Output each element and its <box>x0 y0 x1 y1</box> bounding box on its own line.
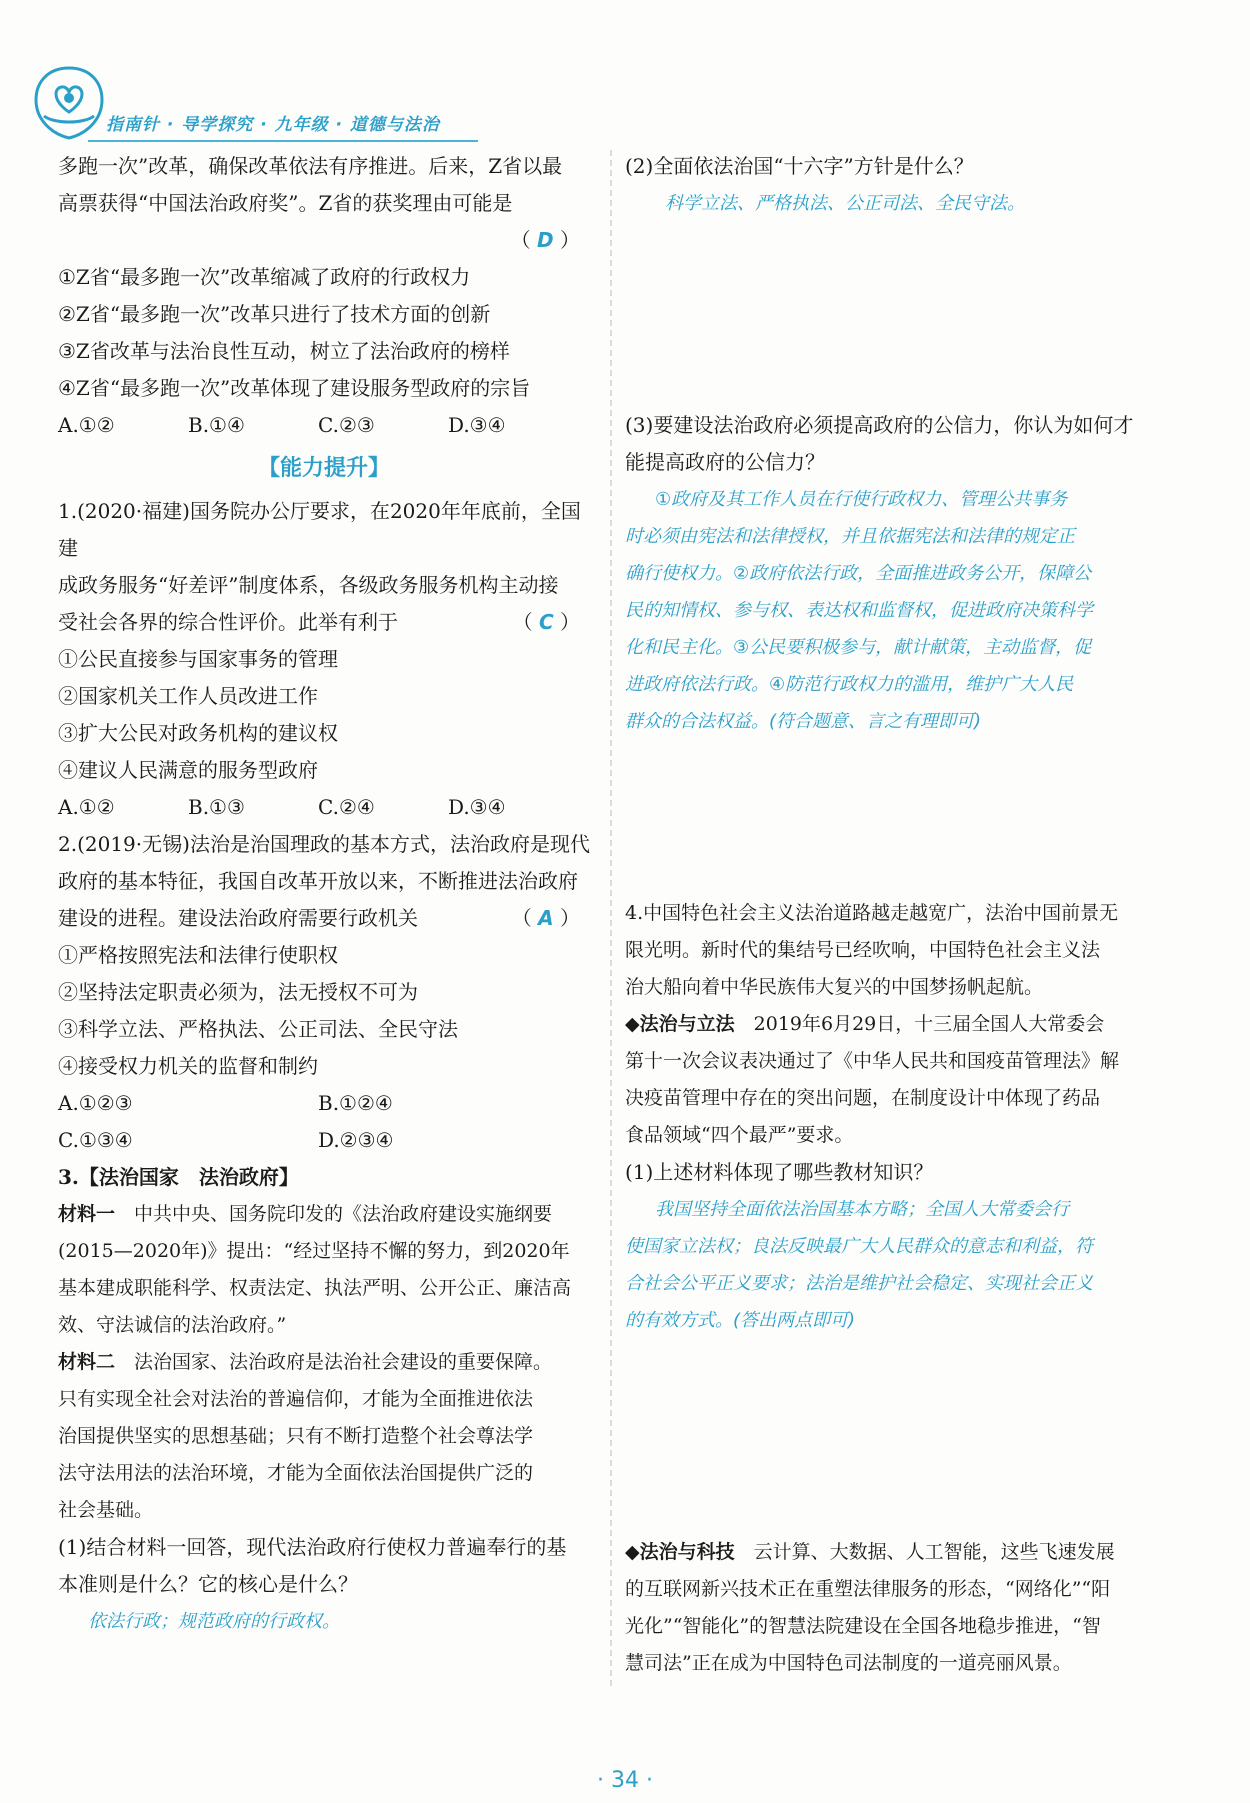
page-number: · 34 · <box>597 1768 653 1793</box>
tech-text: 云计算、大数据、人工智能，这些飞速发展 <box>753 1541 1115 1563</box>
answer-line: 民的知情权、参与权、表达权和监督权，促进政府决策科学 <box>625 600 1093 621</box>
choice-row <box>58 1122 590 1159</box>
answer-value: C <box>538 610 554 634</box>
intro-line: 高票获得“中国法治政府奖”。Z省的获奖理由可能是 <box>58 191 513 215</box>
tech-line: 慧司法”正在成为中国特色司法制度的一道亮丽风景。 <box>625 1652 1072 1674</box>
tech-line <box>625 1534 1145 1571</box>
choice-row <box>58 1085 590 1122</box>
question-3-1-line: 本准则是什么？它的核心是什么？ <box>58 1572 358 1596</box>
answer-line: 化和民主化。③公民要积极参与，献计献策，主动监督，促 <box>625 637 1092 658</box>
question-4-line: 限光明。新时代的集结号已经吹响，中国特色社会主义法 <box>625 939 1101 961</box>
law-line: 决疫苗管理中存在的突出问题，在制度设计中体现了药品 <box>625 1087 1101 1109</box>
choice-a: A.①②③ <box>58 1091 133 1115</box>
column-divider <box>610 150 612 1690</box>
question-3-3-line: (3)要建设法治政府必须提高政府的公信力，你认为如何才 <box>625 413 1134 437</box>
question-2-line: 2.(2019·无锡)法治是治国理政的基本方式，法治政府是现代 <box>58 832 590 856</box>
answer-line: 使国家立法权；良法反映最广大人民群众的意志和利益，符 <box>625 1236 1093 1257</box>
law-text: 2019年6月29日，十三届全国人大常委会 <box>753 1013 1105 1035</box>
option-line: ④接受权力机关的监督和制约 <box>58 1054 318 1078</box>
page-header <box>28 60 448 150</box>
material-2-line <box>58 1344 590 1381</box>
left-column <box>58 148 590 1640</box>
choice-a: A.①② <box>58 795 115 819</box>
material-1-line <box>58 1196 590 1233</box>
choice-d: D.③④ <box>448 795 506 819</box>
law-label: ◆法治与立法 <box>625 1013 735 1035</box>
answer-line: 确行使权力。②政府依法行政，全面推进政务公开，保障公 <box>625 563 1092 584</box>
choice-row <box>58 789 590 826</box>
answer-line: 我国坚持全面依法治国基本方略；全国人大常委会行 <box>655 1199 1069 1220</box>
option-line: ②坚持法定职责必须为，法无授权不可为 <box>58 980 418 1004</box>
answer-bracket: （ D ） <box>510 228 580 252</box>
law-line: 第十一次会议表决通过了《中华人民共和国疫苗管理法》解 <box>625 1050 1120 1072</box>
answer-bracket: （ A ） <box>511 906 580 930</box>
option-line: ④建议人民满意的服务型政府 <box>58 758 318 782</box>
answer-bracket: （ C ） <box>512 610 580 634</box>
choice-row <box>58 407 590 444</box>
blank-space <box>625 740 1145 895</box>
material-2-line: 法守法用法的法治环境，才能为全面依法治国提供广泛的 <box>58 1462 534 1484</box>
material-2-line: 只有实现全社会对法治的普遍信仰，才能为全面推进依法 <box>58 1388 534 1410</box>
law-line <box>625 1006 1145 1043</box>
choice-c: C.②③ <box>318 413 375 437</box>
option-line: ①公民直接参与国家事务的管理 <box>58 647 338 671</box>
tech-label: ◆法治与科技 <box>625 1541 735 1563</box>
option-line: ③科学立法、严格执法、公正司法、全民守法 <box>58 1017 458 1041</box>
question-4-line: 4.中国特色社会主义法治道路越走越宽广，法治中国前景无 <box>625 902 1119 924</box>
blank-space <box>625 1339 1145 1534</box>
material-2-line: 社会基础。 <box>58 1499 154 1521</box>
answer-value: D <box>537 228 554 252</box>
choice-a: A.①② <box>58 413 115 437</box>
tech-line: 的互联网新兴技术正在重塑法律服务的形态，“网络化”“阳 <box>625 1578 1111 1600</box>
question-3-1-line: (1)结合材料一回答，现代法治政府行使权力普遍奉行的基 <box>58 1535 567 1559</box>
answer-line: 群众的合法权益。(符合题意、言之有理即可) <box>625 711 982 732</box>
choice-b: B.①②④ <box>318 1091 393 1115</box>
material-1-text: 中共中央、国务院印发的《法治政府建设实施纲要 <box>134 1203 553 1225</box>
option-line: ③Z省改革与法治良性互动，树立了法治政府的榜样 <box>58 339 510 363</box>
answer-line: ①政府及其工作人员在行使行政权力、管理公共事务 <box>655 489 1068 510</box>
material-2-label: 材料二 <box>58 1351 116 1373</box>
answer-line: 进政府依法行政。④防范行政权力的滥用，维护广大人民 <box>625 674 1074 695</box>
question-2-line: 建设的进程。建设法治政府需要行政机关 <box>58 906 418 930</box>
choice-d: D.②③④ <box>318 1128 394 1152</box>
choice-c: C.①③④ <box>58 1128 133 1152</box>
material-2-line: 治国提供坚实的思想基础；只有不断打造整个社会尊法学 <box>58 1425 534 1447</box>
header-underline <box>88 140 478 142</box>
question-4-line: 治大船向着中华民族伟大复兴的中国梦扬帆起航。 <box>625 976 1044 998</box>
answer-line: 的有效方式。(答出两点即可) <box>625 1310 856 1331</box>
option-line: ④Z省“最多跑一次”改革体现了建设服务型政府的宗旨 <box>58 376 531 400</box>
question-3-3-line: 能提高政府的公信力？ <box>625 450 825 474</box>
option-line: ①Z省“最多跑一次”改革缩减了政府的行政权力 <box>58 265 471 289</box>
section-title: 【能力提升】 <box>257 456 390 481</box>
logo-icon <box>28 60 110 142</box>
choice-d: D.③④ <box>448 413 506 437</box>
choice-c: C.②④ <box>318 795 375 819</box>
question-1-line: 受社会各界的综合性评价。此举有利于 <box>58 610 398 634</box>
material-1-line: 基本建成职能科学、权责法定、执法严明、公开公正、廉洁高 <box>58 1277 572 1299</box>
law-line: 食品领域“四个最严”要求。 <box>625 1124 854 1146</box>
material-1-line: 效、守法诚信的法治政府。” <box>58 1314 287 1336</box>
material-1-line: (2015—2020年)》提出：“经过坚持不懈的努力，到2020年 <box>58 1240 570 1262</box>
choice-b: B.①④ <box>188 413 245 437</box>
right-column <box>625 148 1145 1682</box>
question-4-1: (1)上述材料体现了哪些教材知识？ <box>625 1160 934 1184</box>
intro-line: 多跑一次”改革，确保改革依法有序推进。后来，Z省以最 <box>58 154 563 178</box>
option-line: ②国家机关工作人员改进工作 <box>58 684 318 708</box>
question-2-line: 政府的基本特征，我国自改革开放以来，不断推进法治政府 <box>58 869 578 893</box>
answer-text: 依法行政；规范政府的行政权。 <box>88 1611 340 1632</box>
question-3-2: (2)全面依法治国“十六字”方针是什么？ <box>625 154 974 178</box>
choice-b: B.①③ <box>188 795 245 819</box>
blank-space <box>625 222 1145 407</box>
question-1-line: 成政务服务“好差评”制度体系，各级政务服务机构主动接 <box>58 573 559 597</box>
question-1-last <box>58 604 590 641</box>
answer-line: 合社会公平正义要求；法治是维护社会稳定、实现社会正义 <box>625 1273 1093 1294</box>
option-line: ①严格按照宪法和法律行使职权 <box>58 943 338 967</box>
material-1-label: 材料一 <box>58 1203 116 1225</box>
tech-line: 光化”“智能化”的智慧法院建设在全国各地稳步推进，“智 <box>625 1615 1101 1637</box>
material-2-text: 法治国家、法治政府是法治社会建设的重要保障。 <box>134 1351 553 1373</box>
answer-value: A <box>538 906 554 930</box>
option-line: ③扩大公民对政务机构的建议权 <box>58 721 338 745</box>
header-title: 指南针 · 导学探究 · 九年级 · 道德与法治 <box>106 115 440 135</box>
question-2-last <box>58 900 590 937</box>
answer-line: 时必须由宪法和法律授权，并且依据宪法和法律的规定正 <box>625 526 1075 547</box>
question-1-line: 1.(2020·福建)国务院办公厅要求，在2020年年底前，全国建 <box>58 499 581 560</box>
answer-text: 科学立法、严格执法、公正司法、全民守法。 <box>665 193 1025 214</box>
question-3-title: 3.【法治国家 法治政府】 <box>58 1165 299 1189</box>
option-line: ②Z省“最多跑一次”改革只进行了技术方面的创新 <box>58 302 491 326</box>
